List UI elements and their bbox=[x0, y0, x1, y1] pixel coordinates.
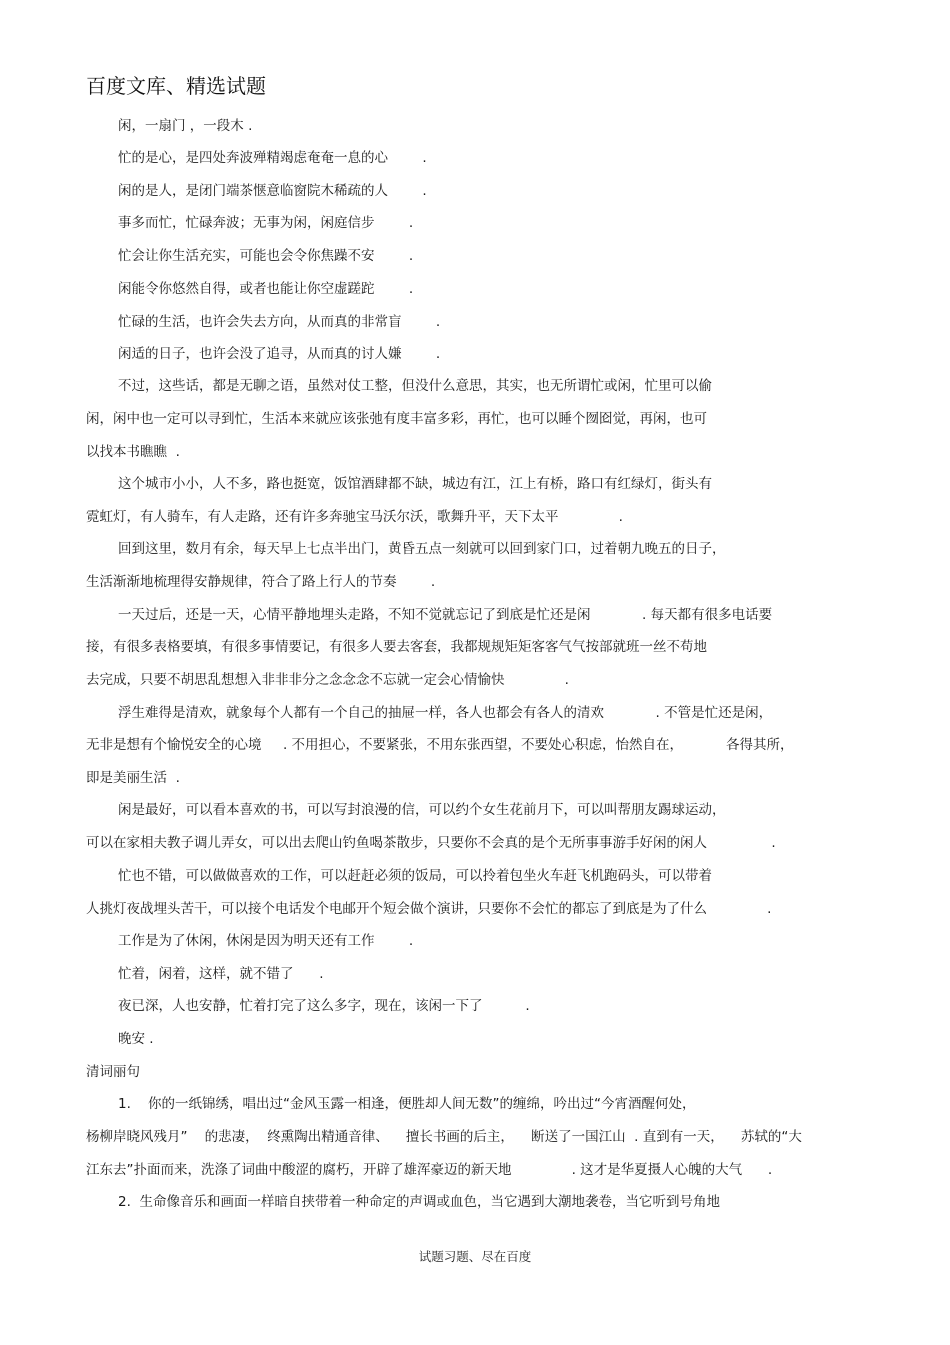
page-footer: 试题习题、尽在百度 bbox=[418, 1249, 532, 1264]
text-line: 2. 生命像音乐和画面一样暗自挟带着一种命定的声调或血色，当它遇到大潮地袭卷，当它听到号角地 bbox=[118, 1194, 720, 1210]
text-line: 回到这里，数月有余，每天早上七点半出门，黄昏五点一刻就可以回到家门口，过着朝九晚五的日子， bbox=[118, 541, 726, 557]
text-line: 闲能令你悠然自得，或者也能让你空虚蹉跎 . bbox=[118, 281, 414, 297]
text-line: 人挑灯夜战埋头苦干，可以接个电话发个电邮开个短会做个演讲，只要你不会忙的都忘了到底是为了什么 . bbox=[86, 901, 772, 917]
text-line: 忙会让你生活充实，可能也会令你焦躁不安 . bbox=[118, 248, 414, 264]
text-line: 即是美丽生活 . bbox=[86, 770, 180, 786]
text-line: 事多而忙，忙碌奔波；无事为闲，闲庭信步 . bbox=[118, 215, 414, 231]
text-line: 忙着，闲着，这样，就不错了 . bbox=[118, 966, 324, 982]
text-line: 以找本书瞧瞧 . bbox=[86, 444, 180, 460]
text-line: 可以在家相夫教子调儿弄女，可以出去爬山钓鱼喝茶散步，只要你不会真的是个无所事事游手好闲的闲人 . bbox=[86, 835, 776, 851]
text-line: 工作是为了休闲，休闲是因为明天还有工作 . bbox=[118, 933, 414, 949]
text-line: 闲是最好，可以看本喜欢的书，可以写封浪漫的信，可以约个女生花前月下，可以叫帮朋友踢球运动， bbox=[118, 802, 726, 818]
text-line: 闲适的日子，也许会没了追寻，从而真的讨人嫌 . bbox=[118, 346, 441, 362]
text-line: 晚安 . bbox=[118, 1031, 154, 1047]
text-line: 这个城市小小，人不多，路也挺宽，饭馆酒肆都不缺，城边有江，江上有桥，路口有红绿灯，街头有 bbox=[118, 476, 712, 492]
text-line: 杨柳岸晓风残月” 的悲凄， 终熏陶出精通音律、 擅长书画的后主， 断送了一国江山 . 直到有一天， 苏轼的“大 bbox=[86, 1129, 802, 1145]
text-line: 闲的是人，是闭门端茶惬意临窗院木稀疏的人 . bbox=[118, 183, 427, 199]
text-line: 去完成，只要不胡思乱想想入非非非分之念念念不忘就一定会心情愉快 . bbox=[86, 672, 569, 688]
text-line: 接，有很多表格要填，有很多事情要记，有很多人要去客套，我都规规矩矩客客气气按部就班一丝不苟地 bbox=[86, 639, 707, 655]
text-line: 忙也不错，可以做做喜欢的工作，可以赶赶必须的饭局，可以拎着包坐火车赶飞机跑码头，可以带着 bbox=[118, 868, 712, 884]
text-line: 闲，闲中也一定可以寻到忙，生活本来就应该张弛有度丰富多彩，再忙，也可以睡个囫囵觉，再闲，也可 bbox=[86, 411, 707, 427]
text-line: 不过，这些话，都是无聊之语，虽然对仗工整，但没什么意思，其实，也无所谓忙或闲，忙里可以偷 bbox=[118, 378, 712, 394]
text-line: 生活渐渐地梳理得安静规律，符合了路上行人的节奏 . bbox=[86, 574, 436, 590]
text-line: 闲，一扇门 ，一段木 . bbox=[118, 118, 253, 134]
text-line: 1. 你的一纸锦绣，唱出过“金风玉露一相逢，便胜却人间无数”的缠绵，吟出过“今宵酒醒何处， bbox=[118, 1096, 696, 1112]
text-line: 霓虹灯，有人骑车，有人走路，还有许多奔驰宝马沃尔沃，歌舞升平，天下太平 . bbox=[86, 509, 623, 525]
section-heading: 清词丽句 bbox=[86, 1064, 140, 1080]
text-line: 江东去”扑面而来，洗涤了词曲中酸涩的腐朽，开辟了雄浑豪迈的新天地 . 这才是华夏摄人心魄的大气 . bbox=[86, 1162, 773, 1178]
text-line: 无非是想有个愉悦安全的心境 . 不用担心，不要紧张，不用东张西望，不要处心积虑，怡然自在， 各得其所， bbox=[86, 737, 794, 753]
text-line: 忙的是心，是四处奔波殚精竭虑奄奄一息的心 . bbox=[118, 150, 427, 166]
text-line: 浮生难得是清欢，就象每个人都有一个自己的抽屉一样，各人也都会有各人的清欢 . 不管是忙还是闲， bbox=[118, 705, 773, 721]
text-line: 夜已深，人也安静，忙着打完了这么多字，现在，该闲一下了 . bbox=[118, 998, 530, 1014]
text-line: 一天过后，还是一天，心情平静地埋头走路，不知不觉就忘记了到底是忙还是闲 . 每天都有很多电话要 bbox=[118, 607, 773, 623]
page-title: 百度文库、精选试题 bbox=[86, 74, 266, 98]
text-line: 忙碌的生活，也许会失去方向，从而真的非常盲 . bbox=[118, 314, 441, 330]
